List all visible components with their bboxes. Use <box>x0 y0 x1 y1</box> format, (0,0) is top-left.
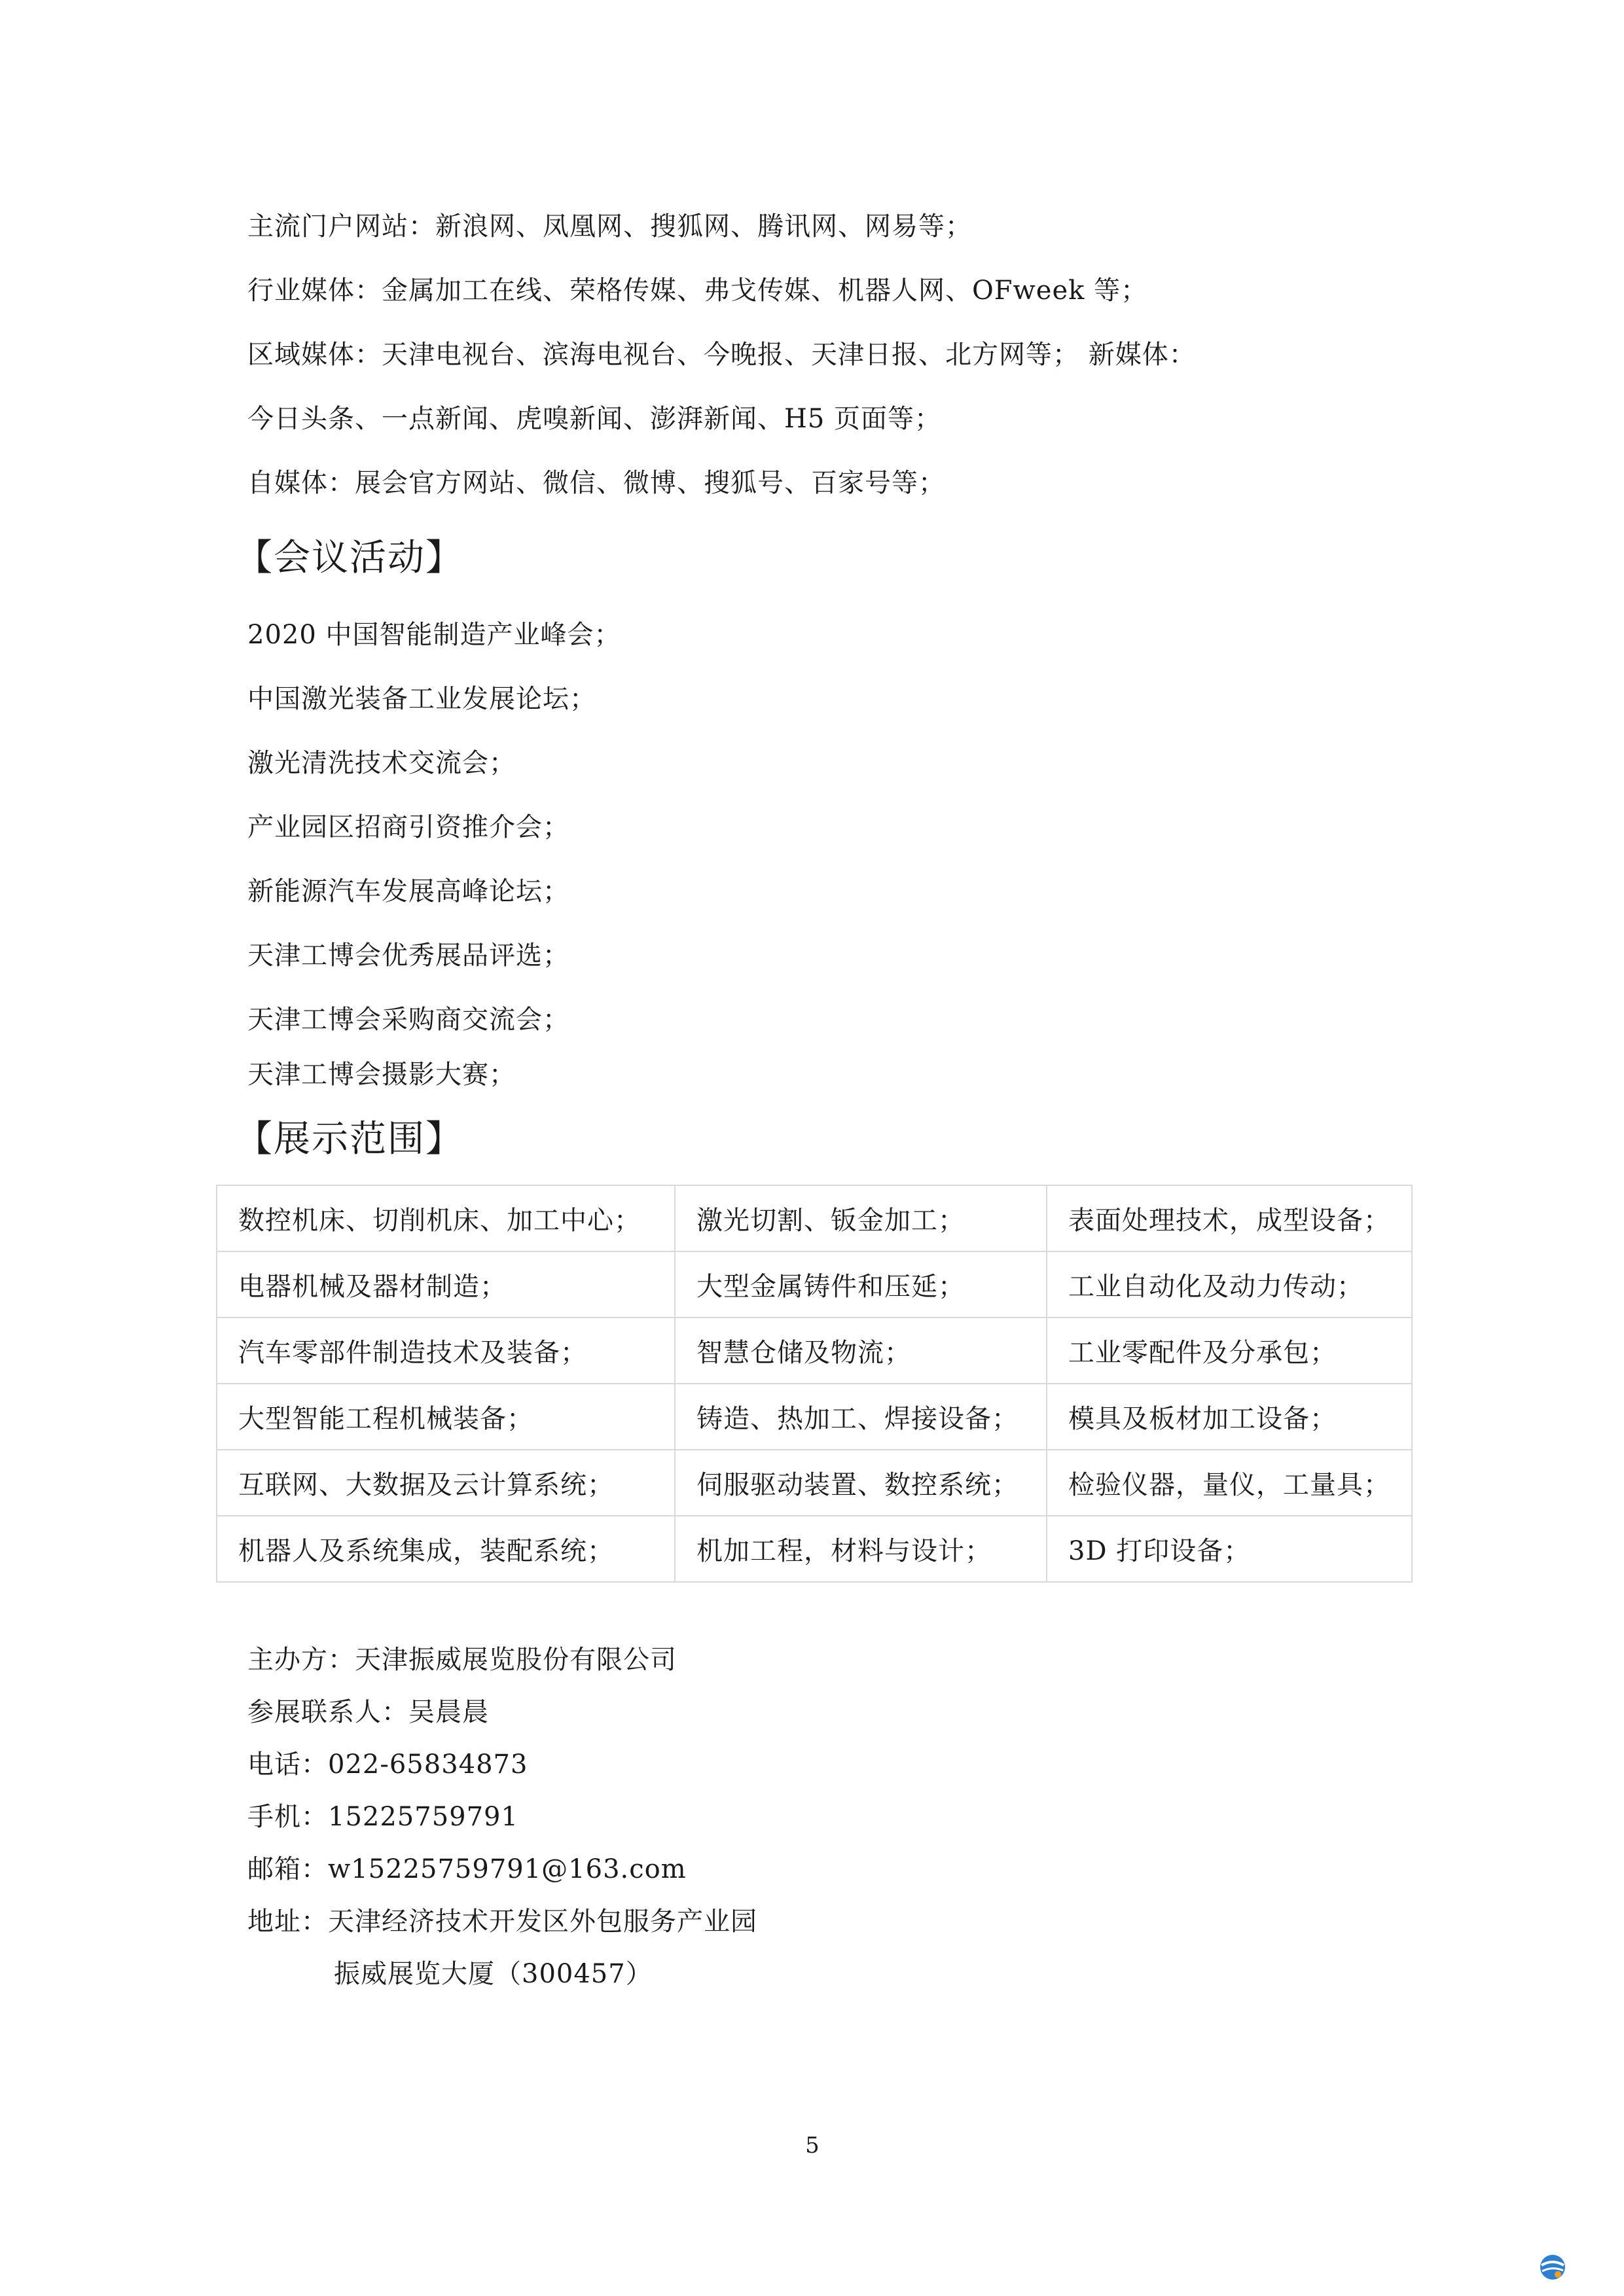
table-cell: 数控机床、切削机床、加工中心； <box>217 1185 675 1251</box>
meeting-item: 激光清洗技术交流会； <box>247 748 516 778</box>
meeting-item: 新能源汽车发展高峰论坛； <box>247 876 569 906</box>
meeting-item: 天津工博会采购商交流会； <box>247 1005 569 1035</box>
table-cell: 工业自动化及动力传动； <box>1047 1251 1412 1318</box>
meeting-item: 天津工博会摄影大赛； <box>247 1060 516 1090</box>
table-cell: 工业零配件及分承包； <box>1047 1318 1412 1384</box>
table-cell: 互联网、大数据及云计算系统； <box>217 1450 675 1516</box>
scope-heading: 【展示范围】 <box>236 1118 463 1160</box>
table-row <box>217 1516 1412 1582</box>
table-cell: 表面处理技术，成型设备； <box>1047 1185 1412 1251</box>
table-cell: 电器机械及器材制造； <box>217 1251 675 1318</box>
organizer: 主办方：天津振威展览股份有限公司 <box>247 1645 677 1675</box>
meeting-item: 2020 中国智能制造产业峰会； <box>247 620 621 650</box>
meetings-heading: 【会议活动】 <box>236 537 463 579</box>
table-row <box>217 1450 1412 1516</box>
meeting-item: 中国激光装备工业发展论坛； <box>247 684 596 714</box>
table-cell: 3D 打印设备； <box>1047 1516 1412 1582</box>
table-cell: 汽车零部件制造技术及装备； <box>217 1318 675 1384</box>
address-line-1: 地址：天津经济技术开发区外包服务产业园 <box>247 1907 757 1937</box>
media-new-line: 今日头条、一点新闻、虎嗅新闻、澎湃新闻、H5 页面等； <box>247 404 942 434</box>
globe-logo-icon <box>1538 2253 1567 2282</box>
address-line-2: 振威展览大厦（300457） <box>334 1959 653 1989</box>
table-row <box>217 1185 1412 1251</box>
meeting-item: 产业园区招商引资推介会； <box>247 812 569 842</box>
table-cell: 铸造、热加工、焊接设备； <box>675 1384 1047 1450</box>
table-cell: 检验仪器，量仪，工量具； <box>1047 1450 1412 1516</box>
table-row <box>217 1384 1412 1450</box>
media-portal-line: 主流门户网站：新浪网、凤凰网、搜狐网、腾讯网、网易等； <box>247 211 972 242</box>
table-row <box>217 1251 1412 1318</box>
media-self-line: 自媒体：展会官方网站、微信、微博、搜狐号、百家号等； <box>247 468 945 498</box>
table-cell: 模具及板材加工设备； <box>1047 1384 1412 1450</box>
scope-table <box>216 1185 1413 1583</box>
table-cell: 伺服驱动装置、数控系统； <box>675 1450 1047 1516</box>
table-cell: 机加工程，材料与设计； <box>675 1516 1047 1582</box>
meeting-item: 天津工博会优秀展品评选； <box>247 941 569 971</box>
page-number: 5 <box>805 2132 820 2159</box>
media-industry-line: 行业媒体：金属加工在线、荣格传媒、弗戈传媒、机器人网、OFweek 等； <box>247 276 1148 306</box>
table-cell: 大型金属铸件和压延； <box>675 1251 1047 1318</box>
email: 邮箱：w15225759791@163.com <box>247 1854 687 1884</box>
table-row <box>217 1318 1412 1384</box>
contact-person: 参展联系人：吴晨晨 <box>247 1697 489 1727</box>
media-regional-line: 区域媒体：天津电视台、滨海电视台、今晚报、天津日报、北方网等； 新媒体： <box>247 340 1196 370</box>
table-cell: 激光切割、钣金加工； <box>675 1185 1047 1251</box>
table-cell: 机器人及系统集成，装配系统； <box>217 1516 675 1582</box>
table-cell: 大型智能工程机械装备； <box>217 1384 675 1450</box>
mobile: 手机：15225759791 <box>247 1802 518 1832</box>
phone: 电话：022-65834873 <box>247 1749 528 1780</box>
table-cell: 智慧仓储及物流； <box>675 1318 1047 1384</box>
